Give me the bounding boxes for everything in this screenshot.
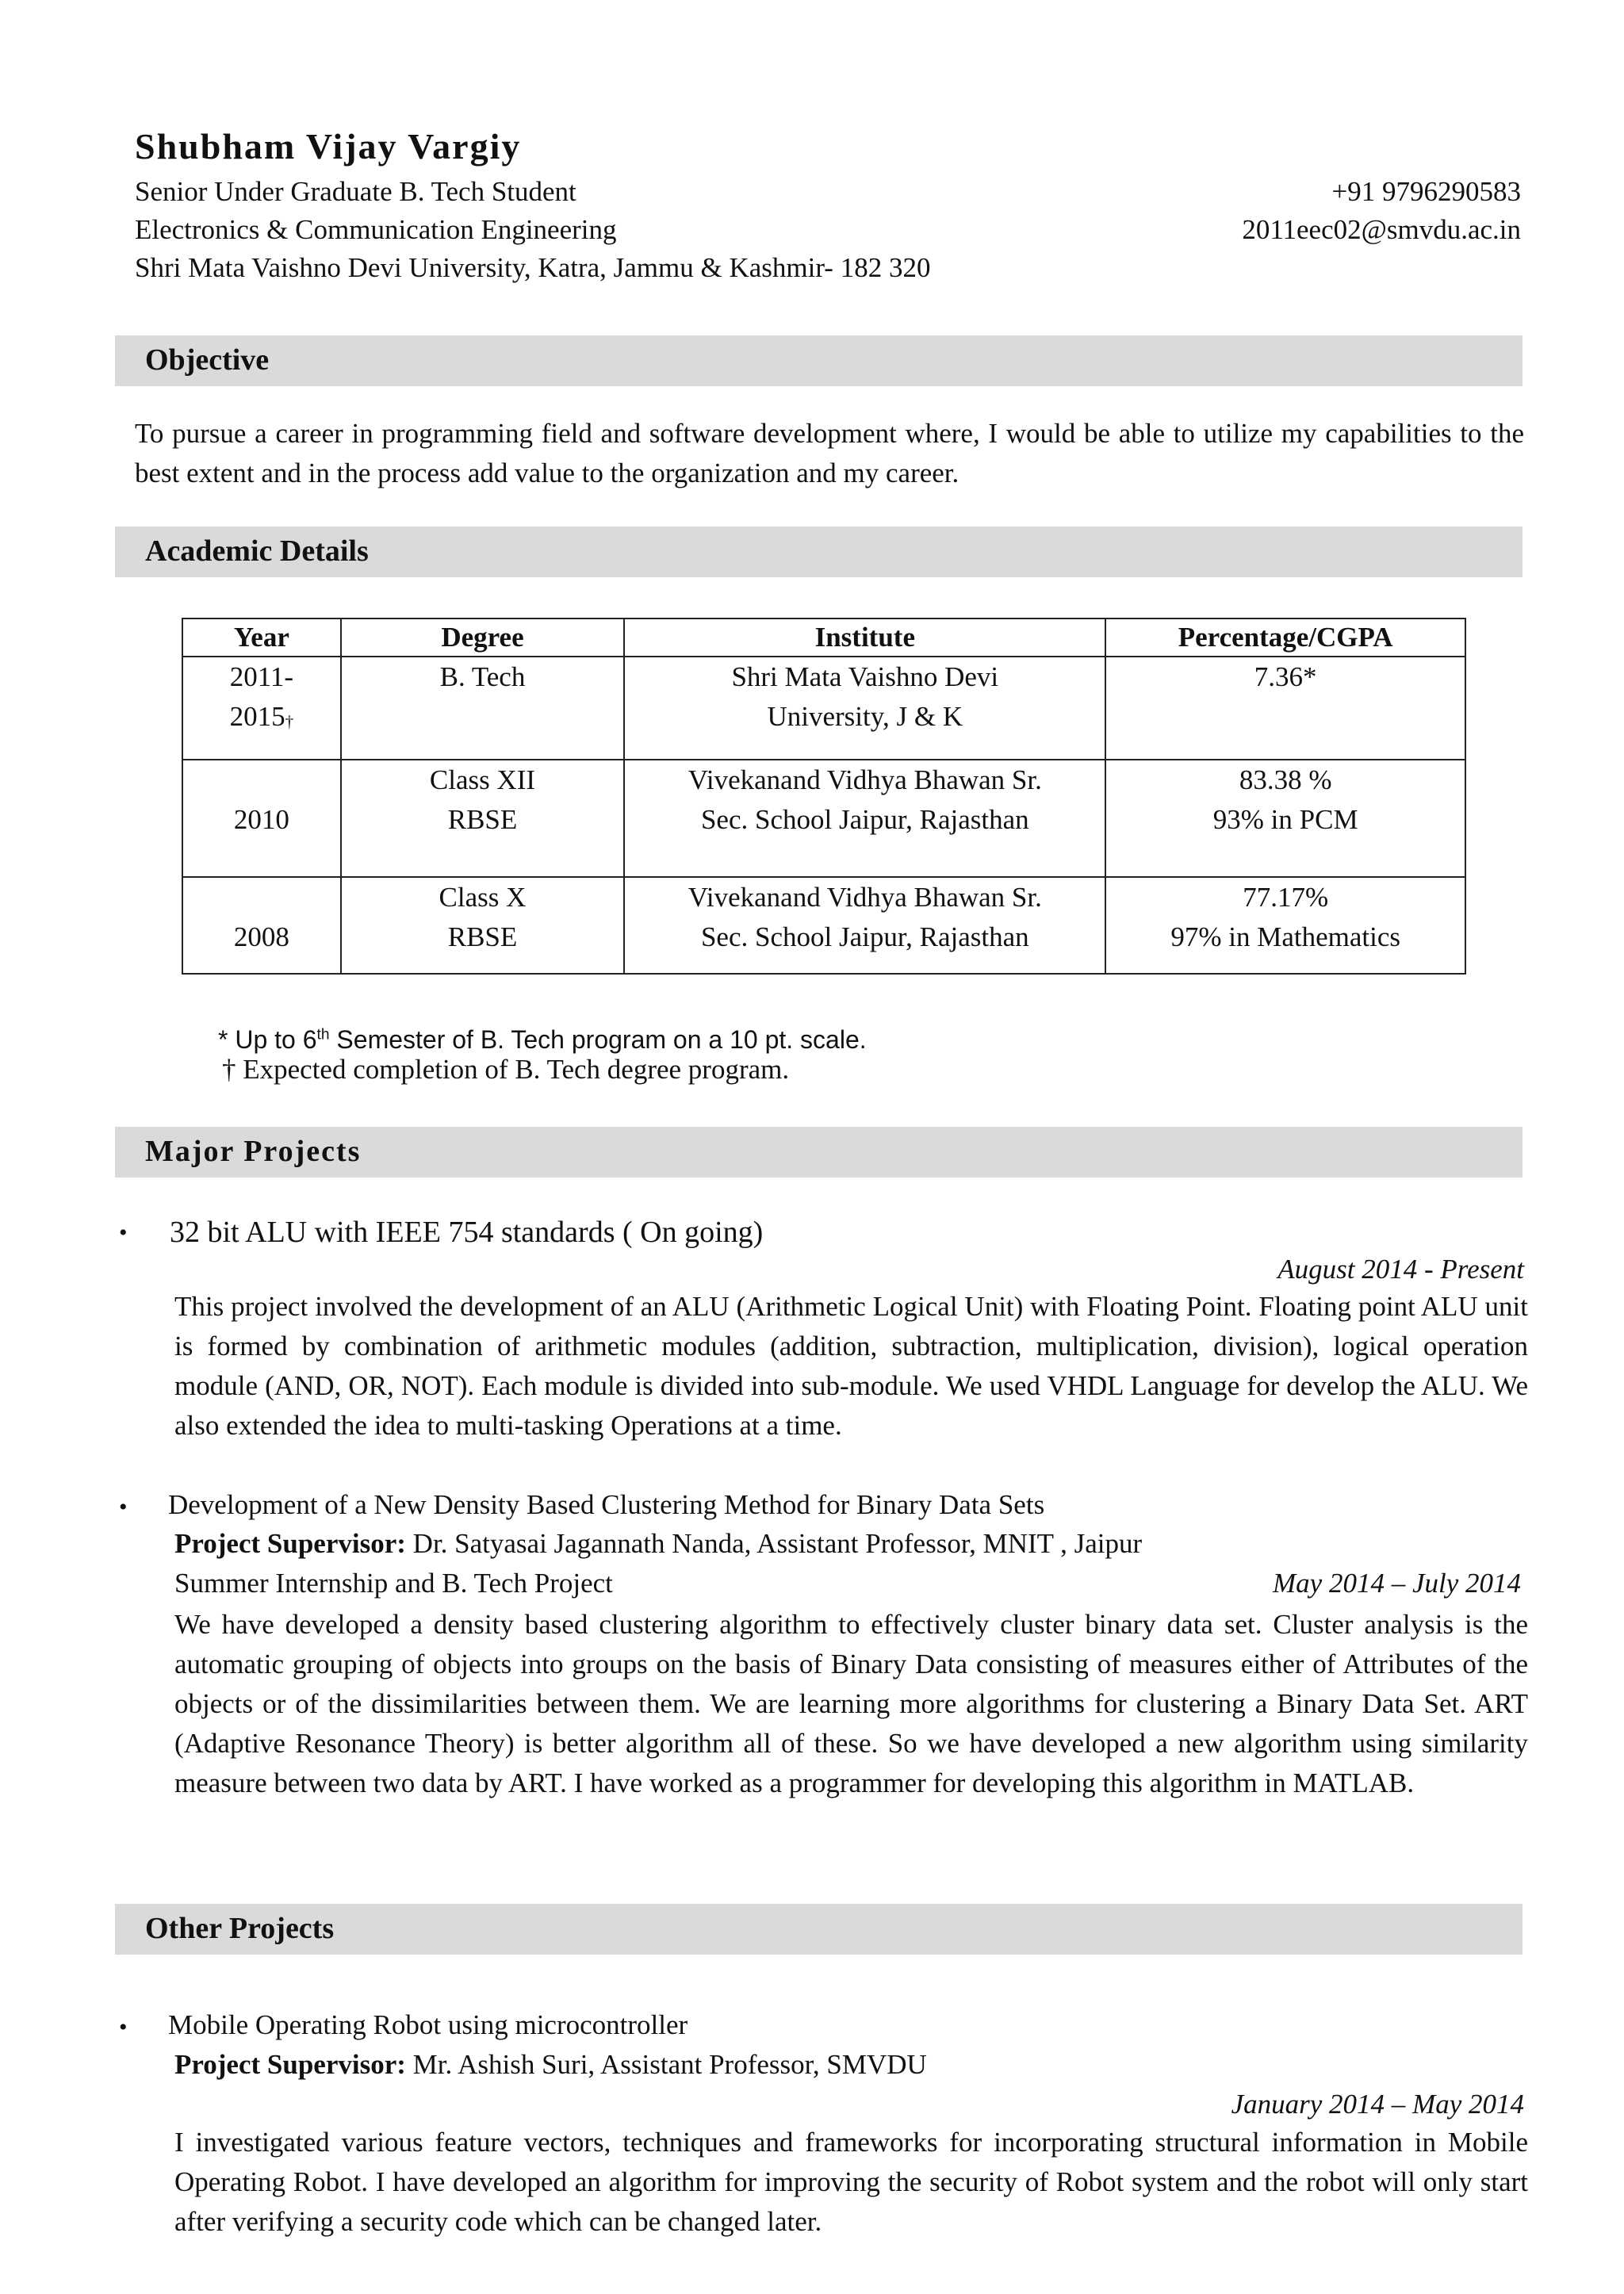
- objective-section-header: [115, 335, 1522, 386]
- dagger-mark: †: [285, 712, 294, 731]
- academic-title: Academic Details: [145, 534, 369, 568]
- project-description: We have developed a density based clustering algorithm to effectively cluster binary data set. Cluster analysis is the automatic grouping of objects into groups on the basis of Binary Data consisting of measures either of Attributes of the objects or of the dissimilarities between them. We are learning more algorithms for clustering a Binary Data Set. ART (Adaptive Resonance Theory) is better algorithm all of these. So we have developed a new algorithm using similarity measure between two data by ART. I have worked as a programmer for developing this algorithm in MATLAB.: [174, 1609, 1528, 1798]
- objective-title: Objective: [145, 343, 270, 377]
- bullet: •: [119, 1494, 128, 1520]
- institute-cell: Vivekanand Vidhya Bhawan Sr. Sec. School Jaipur, Rajasthan: [624, 760, 1105, 877]
- project-description: I investigated various feature vectors, techniques and frameworks for incorporating structural information in Mobile Operating Robot. I have developed an algorithm for improving the security of Robot system and the robot will only start after verifying a security code which can be changed later.: [174, 2127, 1528, 2237]
- student-status: Senior Under Graduate B. Tech Student: [135, 176, 576, 207]
- project-supervisor: Project Supervisor: Mr. Ashish Suri, Assistant Professor, SMVDU: [174, 2049, 927, 2080]
- score-cell: 7.36*: [1105, 657, 1465, 760]
- candidate-name: Shubham Vijay Vargiy: [135, 126, 522, 167]
- department: Electronics & Communication Engineering: [135, 214, 617, 245]
- score-cell: 83.38 % 93% in PCM: [1105, 760, 1465, 877]
- degree-cell: Class XII RBSE: [341, 760, 624, 877]
- project-supervisor: Project Supervisor: Dr. Satyasai Jagannath Nanda, Assistant Professor, MNIT , Jaipur: [174, 1528, 1143, 1559]
- year-cell: 2010: [182, 760, 341, 877]
- academic-table: [182, 618, 1466, 975]
- institute-cell: Vivekanand Vidhya Bhawan Sr. Sec. School Jaipur, Rajasthan: [624, 877, 1105, 974]
- project-date: May 2014 – July 2014: [1273, 1568, 1521, 1599]
- bullet: •: [119, 1220, 128, 1246]
- university-address: Shri Mata Vaishno Devi University, Katra, Jammu & Kashmir- 182 320: [135, 252, 931, 283]
- degree-cell: Class X RBSE: [341, 877, 624, 974]
- table-row: [182, 657, 1465, 760]
- institute-cell: Shri Mata Vaishno Devi University, J & K: [624, 657, 1105, 760]
- column-header: Degree: [341, 618, 624, 657]
- other-projects-title: Other Projects: [145, 1912, 335, 1945]
- major-projects-title: Major Projects: [145, 1135, 362, 1168]
- bullet: •: [119, 2014, 128, 2040]
- column-header: Percentage/CGPA: [1105, 618, 1465, 657]
- score-cell: 77.17% 97% in Mathematics: [1105, 877, 1465, 974]
- completion-note: † Expected completion of B. Tech degree program.: [222, 1054, 790, 1085]
- semester-note: * Up to 6th Semester of B. Tech program on a 10 pt. scale.: [218, 1025, 867, 1054]
- major-projects-section-header: [115, 1127, 1522, 1178]
- year-cell: 2011- 2015†: [182, 657, 341, 760]
- degree-cell: B. Tech: [341, 657, 624, 760]
- phone-number: +91 9796290583: [1331, 176, 1521, 207]
- project-date: August 2014 - Present: [1277, 1254, 1524, 1285]
- column-header: Institute: [624, 618, 1105, 657]
- objective-text: To pursue a career in programming field and software development where, I would be able to utilize my capabilities to the best extent and in the process add value to the organization and my career.: [135, 418, 1524, 488]
- email-address: 2011eec02@smvdu.ac.in: [1242, 214, 1521, 245]
- table-header-row: [182, 618, 1465, 657]
- academic-section-header: [115, 527, 1522, 577]
- project-date: January 2014 – May 2014: [1231, 2089, 1524, 2120]
- column-header: Year: [182, 618, 341, 657]
- project-title: 32 bit ALU with IEEE 754 standards ( On going): [170, 1216, 764, 1249]
- other-projects-section-header: [115, 1904, 1522, 1955]
- year-cell: 2008: [182, 877, 341, 974]
- project-title: Development of a New Density Based Clustering Method for Binary Data Sets: [168, 1489, 1045, 1520]
- project-title: Mobile Operating Robot using microcontroller: [168, 2009, 688, 2040]
- project-type: Summer Internship and B. Tech Project: [174, 1568, 613, 1599]
- project-description: This project involved the development of an ALU (Arithmetic Logical Unit) with Floating Point. Floating point ALU unit is formed by combination of arithmetic modules (addition, subtraction, multiplication, division), logical operation module (AND, OR, NOT). Each module is divided into sub-module. We used VHDL Language for develop the ALU. We also extended the idea to multi-tasking Operations at a time.: [174, 1291, 1528, 1441]
- table-row: [182, 760, 1465, 877]
- table-row: [182, 877, 1465, 974]
